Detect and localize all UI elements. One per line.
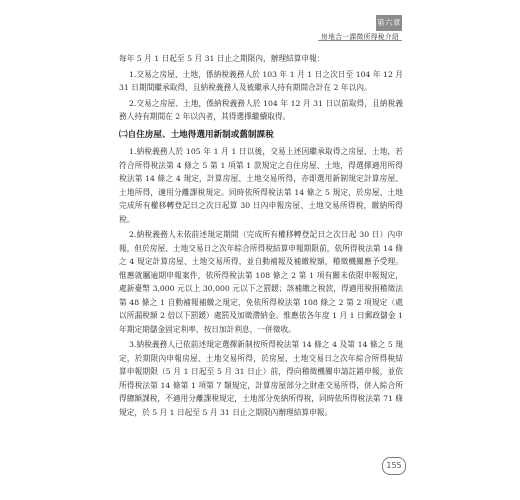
paragraph-rule-3: 3.納稅義務人已依前述規定選擇新制按所得稅法第 14 條之 4 及第 14 條之 5 規定，於期限內申報房屋、土地交易所得，於房屋、土地交易日之次年綜合所得稅結算申報期限（5 月 1 日起至 5 月 31 日止）前，得向稽徵機關申請註銷申報，並依所得稅法第 14 條第 1 項第 7 類規定，計算房屋部分之財產交易所得，併入綜合所得總額課稅，不適用分離課稅規定，土地部分免納所得稅，同時依所得稅法第 71 條規定，於 5 月 1 日起至 5 月 31 日止之期限內辦理結算申報。	[119, 340, 403, 417]
paragraph-intro: 每年 5 月 1 日起至 5 月 31 日止之期限內，辦理結算申報：	[119, 54, 325, 63]
header-rule	[318, 40, 402, 41]
paragraph-rule-2: 2.納稅義務人未依前述規定期間（完成所有權移轉登記日之次日起 30 日）內申報，但於房屋、土地交易日之次年綜合所得稅結算申報期限前，依所得稅法第 14 條之 4 規定計算房屋、土地交易所得，並自動補報及補繳稅額，稽徵機關應予受理。惟應就屬逾期申報案件，依所得稅法第 108 條之 2 第 1 項有關未依限申報規定，處新臺幣 3,000 元以上 30,000 元以下之罰鍰；該補繳之稅款，得適用稅捐稽徵法第 48 條之 1 自動補報補繳之規定，免依所得稅法第 108 條之 2 第 2 項規定（處以所漏稅額 2 倍以下罰鍰）處罰及加徵滯納金。惟應依各年度 1 月 1 日郵政儲金 1 年期定期儲金固定利率，按日加計利息，一併徵收。	[119, 230, 403, 334]
paragraph-item-1: 1.交易之房屋、土地，係納稅義務人於 103 年 1 月 1 日之次日至 104 年 12 月 31 日期間繼承取得，且納稅義務人及被繼承人持有期間合計在 2 年以內。	[119, 69, 403, 92]
chapter-subtitle: 房地合一課徵所得稅介紹	[321, 33, 400, 41]
paragraph-rule-1: 1.納稅義務人於 105 年 1 月 1 日以後，交易上述因繼承取得之房屋、土地，若符合所得稅法第 4 條之 5 第 1 項第 1 款規定之自住房屋、土地，得選擇適用所得稅法第 14 條之 4 規定，計算房屋、土地交易所得，亦即選用新制規定計算房屋、土地所得，適用分離課稅規定。同時依所得稅法第 14 條之 5 規定，於房屋、土地完成所有權移轉登記日之次日起算 30 日內申報房屋、土地交易所得稅，繳納所得稅。	[119, 147, 403, 224]
page-number: 155	[382, 457, 406, 475]
body-text	[119, 52, 403, 419]
paragraph-item-2: 2.交易之房屋、土地，係納稅義務人於 104 年 12 月 31 日以前取得，且納稅義務人持有期間在 2 年以內者，其得選擇繼續取得。	[119, 98, 403, 121]
chapter-tab: 第六章	[376, 15, 402, 31]
section-heading: ㈡自住房屋、土地得選用新制或舊制課稅	[119, 129, 274, 140]
